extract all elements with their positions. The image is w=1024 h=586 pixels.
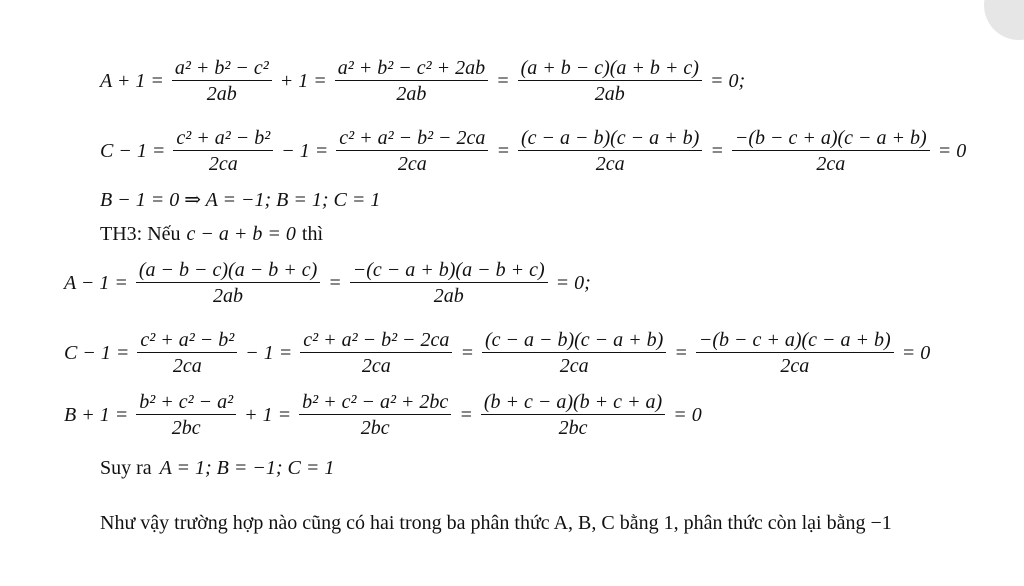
eq6-op2: =: [454, 404, 478, 426]
eq2-lhs: C − 1 =: [100, 140, 171, 162]
eq6-f1-denominator: 2bc: [136, 414, 236, 438]
eq2-fraction-2: [336, 128, 488, 174]
eq1-fraction-2: [335, 58, 488, 104]
eq4-fraction-1: [136, 260, 320, 306]
eq5-op3: =: [669, 342, 693, 364]
eq2-f3-numerator: (c − a − b)(c − a + b): [520, 127, 700, 149]
eq4-lhs: A − 1 =: [64, 272, 133, 294]
case-3-label: TH3: Nếu: [100, 223, 181, 245]
eq5-f2-denominator: 2ca: [300, 352, 452, 376]
eq5-f3-numerator: (c − a − b)(c − a + b): [484, 329, 664, 351]
eq6-op1: + 1 =: [239, 404, 297, 426]
eq1-op2: =: [491, 70, 515, 92]
case-3-condition: c − a + b = 0: [186, 223, 296, 245]
eq6-fraction-3: [481, 392, 665, 438]
eq2-f4-numerator: −(b − c + a)(c − a + b): [734, 127, 927, 149]
eq2-op2: =: [491, 140, 515, 162]
eq6-fraction-2: [299, 392, 451, 438]
eq6-f2-numerator: b² + c² − a² + 2bc: [302, 391, 449, 413]
eq4-f1-numerator: (a − b − c)(a − b + c): [138, 259, 318, 281]
eq6-fraction-1: [136, 392, 236, 438]
inference-equation: A = 1; B = −1; C = 1: [159, 457, 335, 479]
eq6-f2-denominator: 2bc: [299, 414, 451, 438]
eq2-op3: =: [705, 140, 729, 162]
eq5-fraction-4: [696, 330, 894, 376]
eq2-f3-denominator: 2ca: [518, 150, 702, 174]
eq5-f3-denominator: 2ca: [482, 352, 666, 376]
eq1-f2-numerator: a² + b² − c² + 2ab: [337, 57, 486, 79]
eq6-lhs: B + 1 =: [64, 404, 134, 426]
inference-line: [100, 458, 334, 478]
eq2-fraction-1: [173, 128, 273, 174]
case-3-heading: [100, 224, 323, 244]
equation-b-result: [100, 190, 380, 210]
eq6-f1-numerator: b² + c² − a²: [139, 391, 234, 413]
equation-b-plus-1: [64, 392, 702, 438]
eq5-f1-numerator: c² + a² − b²: [140, 329, 235, 351]
eq6-end: = 0: [668, 404, 702, 426]
eq2-f1-numerator: c² + a² − b²: [176, 127, 271, 149]
eq5-fraction-1: [137, 330, 237, 376]
eq4-op1: =: [323, 272, 347, 294]
eq4-f1-denominator: 2ab: [136, 282, 320, 306]
conclusion-paragraph: Như vậy trường hợp nào cũng có hai trong ba phân thức A, B, C bằng 1, phân thức còn lại bằng −1: [100, 512, 892, 534]
eq2-f1-denominator: 2ca: [173, 150, 273, 174]
eq3-text: B − 1 = 0 ⇒ A = −1; B = 1; C = 1: [100, 189, 381, 211]
eq4-end: = 0;: [550, 272, 591, 294]
eq5-fraction-2: [300, 330, 452, 376]
eq5-op1: − 1 =: [240, 342, 298, 364]
eq1-f2-denominator: 2ab: [335, 80, 488, 104]
eq5-f4-denominator: 2ca: [696, 352, 894, 376]
eq1-fraction-1: [172, 58, 272, 104]
eq5-f2-numerator: c² + a² − b² − 2ca: [303, 329, 450, 351]
eq5-end: = 0: [896, 342, 931, 364]
inference-label: Suy ra: [100, 457, 152, 479]
eq2-f2-numerator: c² + a² − b² − 2ca: [339, 127, 486, 149]
eq6-f3-denominator: 2bc: [481, 414, 665, 438]
eq2-fraction-3: [518, 128, 702, 174]
eq1-op1: + 1 =: [274, 70, 332, 92]
case-3-then: thì: [301, 223, 324, 245]
eq4-f2-denominator: 2ab: [350, 282, 548, 306]
eq2-op1: − 1 =: [276, 140, 334, 162]
eq5-lhs: C − 1 =: [64, 342, 135, 364]
eq5-f4-numerator: −(b − c + a)(c − a + b): [698, 329, 891, 351]
eq2-f2-denominator: 2ca: [336, 150, 488, 174]
page-corner-shadow: [984, 0, 1024, 40]
equation-c-minus-1-b: [64, 330, 930, 376]
eq1-end: = 0;: [704, 70, 746, 92]
eq1-f3-numerator: (a + b − c)(a + b + c): [520, 57, 699, 79]
equation-c-minus-1-a: [100, 128, 966, 174]
eq1-f1-numerator: a² + b² − c²: [174, 57, 269, 79]
eq1-f3-denominator: 2ab: [518, 80, 702, 104]
eq5-op2: =: [455, 342, 479, 364]
eq5-fraction-3: [482, 330, 666, 376]
eq1-f1-denominator: 2ab: [172, 80, 272, 104]
eq4-f2-numerator: −(c − a + b)(a − b + c): [352, 259, 545, 281]
equation-a-plus-1: [100, 58, 745, 104]
eq6-f3-numerator: (b + c − a)(b + c + a): [483, 391, 663, 413]
eq1-fraction-3: [518, 58, 702, 104]
eq4-fraction-2: [350, 260, 548, 306]
eq2-f4-denominator: 2ca: [732, 150, 930, 174]
eq1-lhs: A + 1 =: [100, 70, 169, 92]
eq5-f1-denominator: 2ca: [137, 352, 237, 376]
eq2-end: = 0: [932, 140, 967, 162]
eq2-fraction-4: [732, 128, 930, 174]
equation-a-minus-1: [64, 260, 591, 306]
